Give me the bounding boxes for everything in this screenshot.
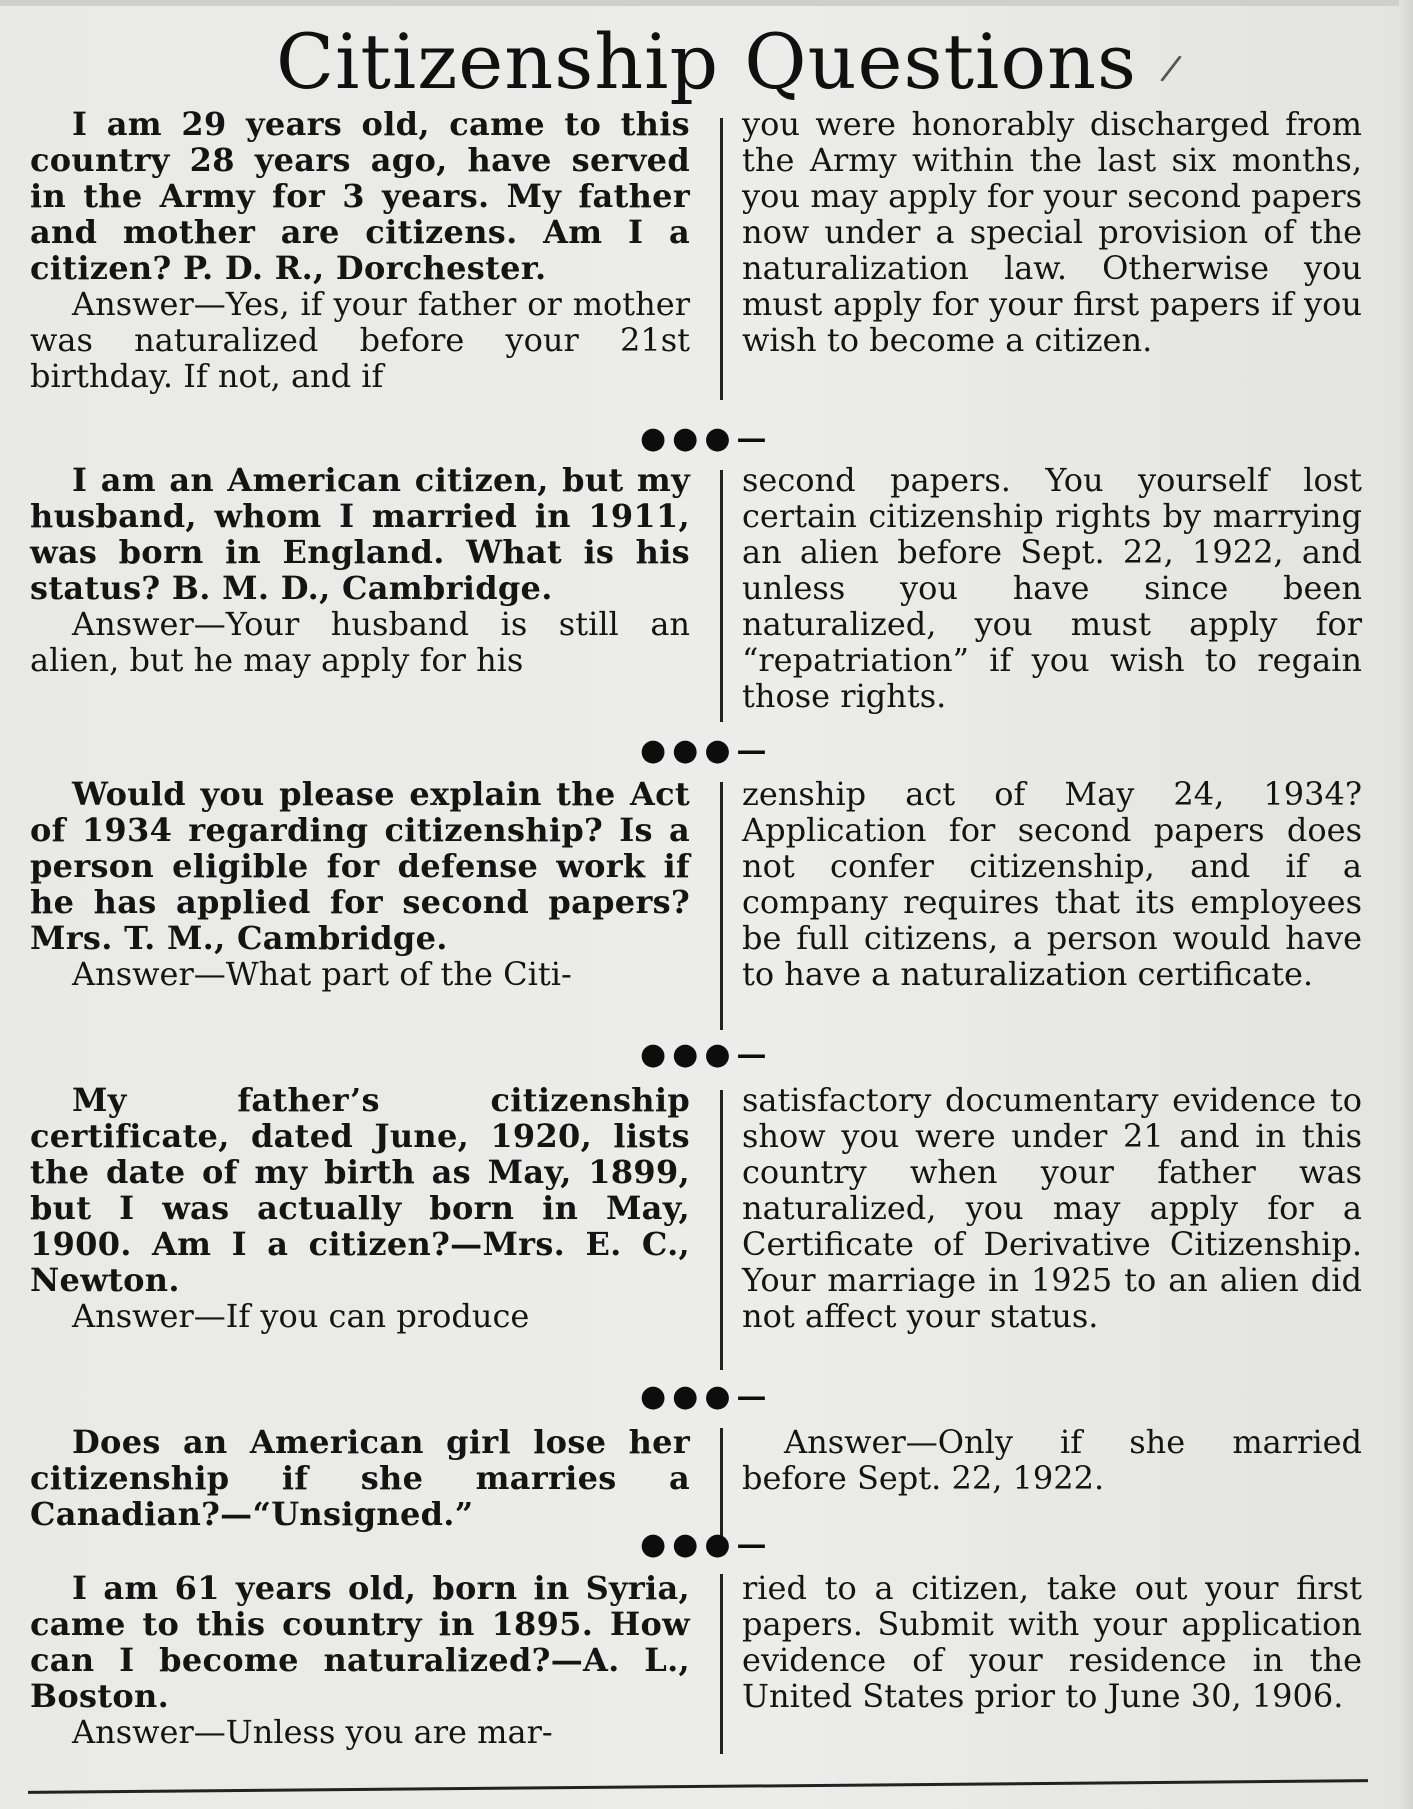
entry-5-left [30, 1424, 690, 1532]
question-text: I am an American citizen, but my husband, whom I married in 1911, was born in England. What is his status? B. M. D., Cambridge. [30, 461, 690, 607]
answer-start: Answer—Yes, if your father or mother was naturalized before your 21st birthday. If not, and if [30, 285, 690, 395]
answer-continued: ried to a citizen, take out your first papers. Submit with your application evidence of your residence in the United States prior to June 30, 1906. [742, 1569, 1362, 1715]
entry-6-right [742, 1570, 1362, 1714]
entry-3-left [30, 776, 690, 992]
column-divider [720, 470, 723, 722]
answer-continued: second papers. You yourself lost certain citizenship rights by marrying an alien before Sept. 22, 1922, and unless you have since been naturalized, you must apply for “repatriation” if you wish to regain those rights. [742, 461, 1362, 715]
page-title: Citizenship Questions [275, 17, 1138, 106]
answer-start: Answer—If you can produce [72, 1297, 530, 1335]
entry-4-right [742, 1082, 1362, 1334]
column-divider [720, 782, 723, 1030]
top-rule [0, 0, 1413, 6]
question-text: Would you please explain the Act of 1934 regarding citizenship? Is a person eligible for defense work if he has applied for second papers? Mrs. T. M., Cambridge. [30, 775, 690, 957]
question-text: My father’s citizenship certificate, dated June, 1920, lists the date of my birth as May, 1899, but I was actually born in May, 1900. Am I a citizen?—Mrs. E. C., Newton. [30, 1081, 690, 1299]
entry-separator: ●●●— [640, 1037, 773, 1072]
entry-separator: ●●●— [640, 733, 773, 768]
column-divider [720, 1428, 723, 1536]
entry-2-left [30, 462, 690, 678]
answer-continued: satisfactory documentary evidence to show you were under 21 and in this country when your father was naturalized, you may apply for a Certificate of Derivative Citizenship. Your marriage in 1925 to an alien did not affect your status. [742, 1081, 1362, 1335]
entry-separator: ●●●— [640, 1527, 773, 1562]
answer-continued: zenship act of May 24, 1934? Application for second papers does not confer citizenship, and if a company requires that its employees be full citizens, a person would have to have a naturalization certificate. [742, 775, 1362, 993]
entry-5-right [742, 1424, 1362, 1496]
stray-mark: / [1158, 47, 1184, 90]
answer-start: Answer—Your husband is still an alien, but he may apply for his [30, 605, 690, 679]
question-text: I am 61 years old, born in Syria, came to this country in 1895. How can I become naturalized?—A. L., Boston. [30, 1569, 690, 1715]
entry-separator: ●●●— [640, 1379, 773, 1414]
answer-continued: you were honorably discharged from the Army within the last six months, you may apply for your second papers now under a special provision of the naturalization law. Otherwise you must apply for your first papers if you wish to become a citizen. [742, 105, 1362, 359]
entry-3-right [742, 776, 1362, 992]
bottom-rule [28, 1779, 1368, 1794]
entry-1-right [742, 106, 1362, 358]
question-text: I am 29 years old, came to this country 28 years ago, have served in the Army for 3 years. My father and mother are citizens. Am I a citizen? P. D. R., Dorchester. [30, 105, 690, 287]
page-edge [1399, 0, 1413, 1809]
answer-start: Answer—What part of the Citi- [72, 955, 572, 993]
entry-4-left [30, 1082, 690, 1334]
answer-start: Answer—Unless you are mar- [72, 1713, 553, 1751]
column-divider [720, 1090, 723, 1370]
column-divider [720, 1574, 723, 1754]
entry-1-left [30, 106, 690, 394]
entry-2-right [742, 462, 1362, 714]
answer-continued: Answer—Only if she married before Sept. 22, 1922. [742, 1423, 1362, 1497]
column-divider [720, 118, 723, 400]
question-text: Does an American girl lose her citizenship if she marries a Canadian?—“Unsigned.” [30, 1423, 690, 1533]
entry-6-left [30, 1570, 690, 1750]
entry-separator: ●●●— [640, 421, 773, 456]
